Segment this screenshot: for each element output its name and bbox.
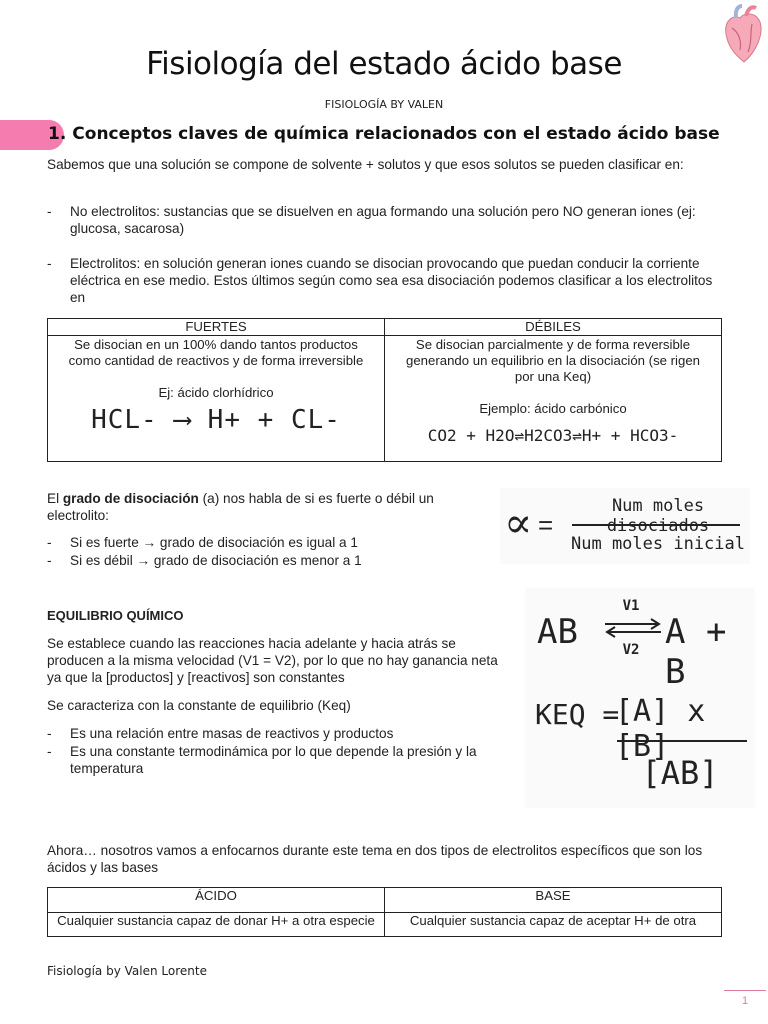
table-cell: Cualquier sustancia capaz de aceptar H+ de otra (385, 912, 722, 937)
grado-term: grado de disociación (62, 491, 199, 506)
electrolyte-table (47, 318, 722, 462)
equilibrium-arrows-icon (603, 618, 663, 638)
formula-denominator: Num moles inicial (571, 534, 745, 554)
table-cell (385, 336, 722, 462)
equilibrium-formula (525, 588, 755, 808)
fraction-line (572, 524, 740, 526)
weak-example: Ejemplo: ácido carbónico (479, 401, 627, 416)
list-item: - Es una relación entre masas de reactivos y productos (47, 726, 394, 741)
equals-sign: = (538, 510, 554, 540)
bullet-text: Es una constante termodinámica por lo que depende la presión y la temperatura (70, 744, 477, 776)
table-header: ÁCIDO (48, 888, 385, 913)
footer-text: Fisiología by Valen Lorente (47, 964, 207, 978)
keq-paragraph: Se caracteriza con la constante de equilibrio (Keq) (47, 698, 351, 713)
eq-right: H+ + CL- (207, 405, 341, 435)
list-item: - Si es fuerte → grado de disociación es igual a 1 (47, 535, 358, 550)
strong-example: Ej: ácido clorhídrico (158, 385, 274, 400)
strong-equation (62, 405, 370, 435)
weak-equation (399, 421, 707, 451)
keq-denominator: [AB] (641, 754, 719, 792)
bullet-text: Es una relación entre masas de reactivos y productos (70, 726, 394, 741)
keq-lhs: KEQ = (535, 698, 620, 731)
list-item: - Si es débil → grado de disociación es menor a 1 (47, 553, 362, 568)
page-number: 1 (724, 990, 766, 1007)
keq-numerator: [A] x [B] (615, 694, 706, 764)
v2-label: V2 (622, 642, 640, 658)
grado-pre: El (47, 491, 63, 506)
table-header: FUERTES (48, 319, 385, 336)
equilibrium-arrows-icon: ⇌ (514, 426, 525, 445)
table-cell: Cualquier sustancia capaz de donar H+ a otra especie (48, 912, 385, 937)
table-header: BASE (385, 888, 722, 913)
table-header: DÉBILES (385, 319, 722, 336)
equilibrio-heading: EQUILIBRIO QUÍMICO (47, 608, 184, 623)
grado-paragraph (47, 490, 487, 524)
page-subtitle: FISIOLOGÍA BY VALEN (324, 98, 444, 111)
eq-part: CO2 + H2O (427, 426, 515, 445)
bullet-text: Si es fuerte → grado de disociación es igual a 1 (70, 535, 358, 550)
intro-paragraph: Sabemos que una solución se compone de solvente + solutos y que esos solutos se pueden clasificar en: (47, 157, 684, 172)
list-item: - No electrolitos: sustancias que se disuelven en agua formando una solución pero NO generan iones (ej: glucosa, sacarosa) (47, 203, 727, 237)
eq-left: HCL- (91, 405, 158, 435)
bullet-text: No electrolitos: sustancias que se disuelven en agua formando una solución pero NO generan iones (ej: glucosa, sacarosa) (70, 204, 696, 236)
equilibrium-arrows-icon: ⇌ (572, 426, 582, 445)
list-item: - Es una constante termodinámica por lo que depende la presión y la temperatura (47, 744, 477, 776)
products-ab: A + B (665, 612, 727, 692)
equilibrio-paragraph: Se establece cuando las reacciones hacia adelante y hacia atrás se producen a la misma velocidad (V1 = V2), por lo que no hay ganancia neta ya que la [productos] y [reactivos] son constantes (47, 636, 498, 685)
formula-numerator: Num moles disociados (606, 496, 710, 536)
fraction-line (617, 740, 747, 742)
page-title: Fisiología del estado ácido base (146, 46, 622, 82)
eq-part: H2CO3 (524, 426, 573, 445)
ahora-paragraph: Ahora… nosotros vamos a enfocarnos durante este tema en dos tipos de electrolitos específicos que son los ácidos y las bases (47, 843, 703, 875)
section-number: 1. (48, 124, 67, 144)
weak-desc: Se disocian parcialmente y de forma reversible generando un equilibrio en la disociación (se rigen por una Keq) (406, 337, 700, 384)
reactant-ab: AB (537, 612, 578, 652)
alpha-formula (500, 488, 750, 564)
v1-label: V1 (622, 598, 640, 614)
table-cell (48, 336, 385, 462)
eq-part: H+ + HCO3- (581, 426, 679, 445)
arrow-right-icon: ⟶ (174, 405, 192, 435)
section-heading (48, 124, 720, 144)
acid-base-table (47, 887, 722, 937)
grado-post: (a) nos habla de si es fuerte o débil un electrolito: (47, 491, 434, 523)
bullet-text: Si es débil → grado de disociación es menor a 1 (70, 553, 362, 568)
bullet-text: Electrolitos: en solución generan iones cuando se disocian provocando que puedan conducir la corriente eléctrica en ese medio. Estos últimos según como sea esa disociación podemos clasificar a los electrolitos en (70, 256, 713, 305)
alpha-symbol: ∝ (504, 498, 533, 547)
section-title: Conceptos claves de química relacionados con el estado ácido base (72, 124, 720, 144)
strong-desc: Se disocian en un 100% dando tantos productos como cantidad de reactivos y de forma irreversible (68, 337, 364, 368)
list-item: - Electrolitos: en solución generan iones cuando se disocian provocando que puedan conducir la corriente eléctrica en ese medio. Estos últimos según como sea esa disociación podemos clasificar a los electrolitos en (47, 255, 727, 306)
